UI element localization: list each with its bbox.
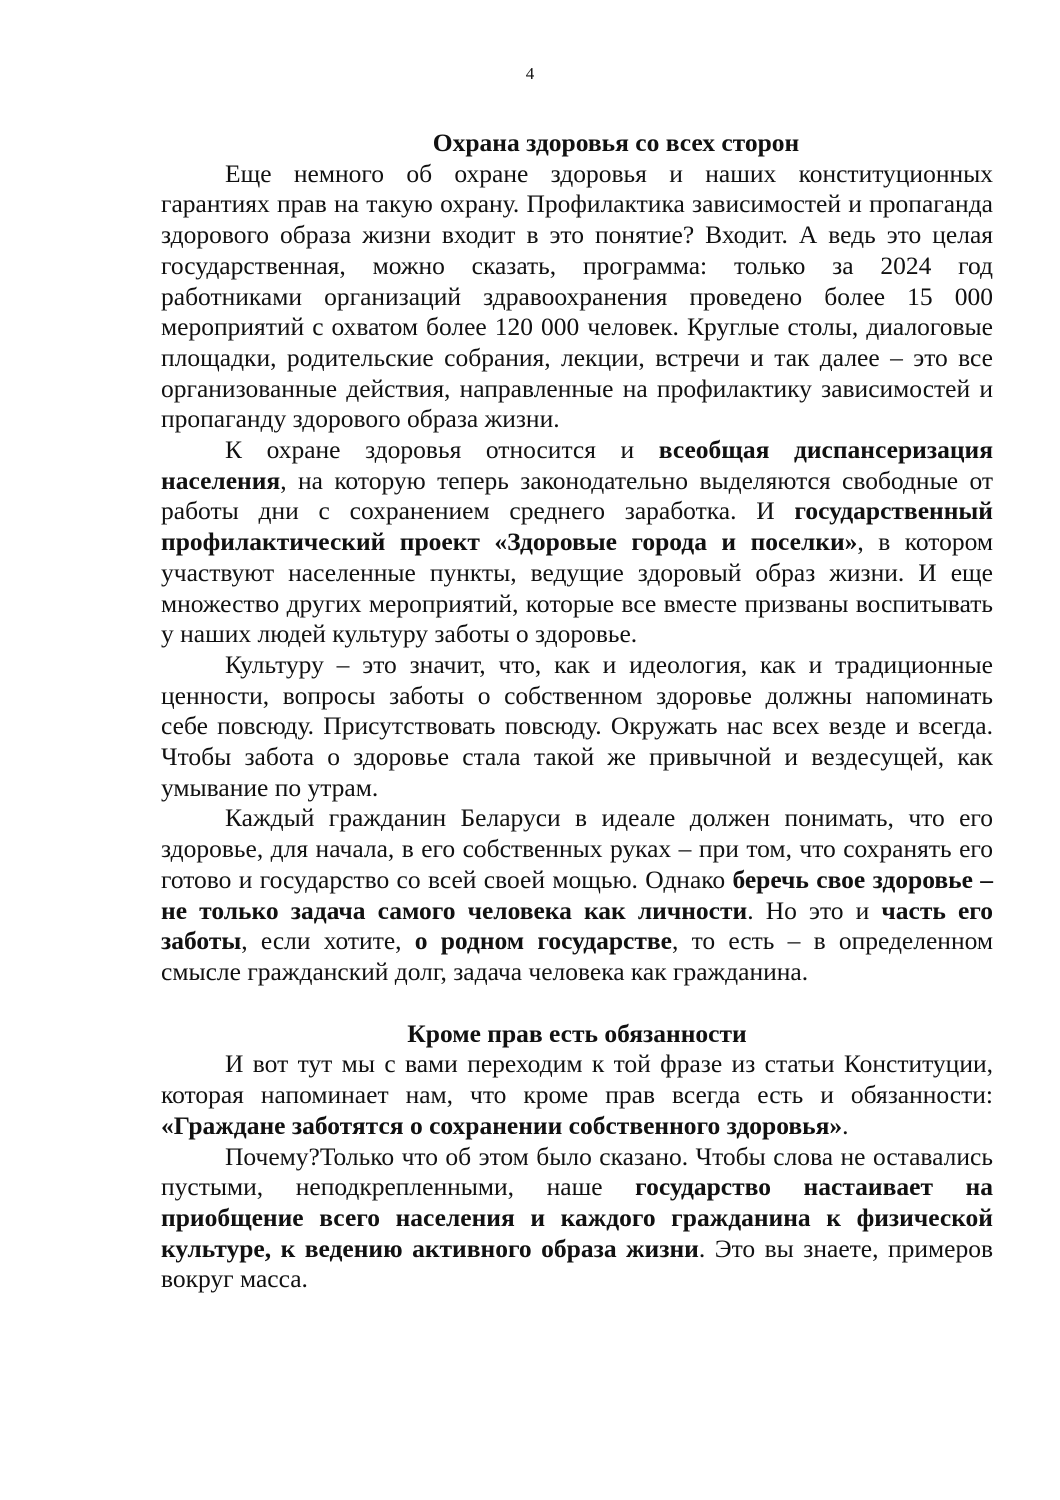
section-spacer [161,988,993,1019]
page-number: 4 [525,64,535,83]
bold-phrase: государство настаивает на приобщение всего населения и каждого гражданина к физической культуре, к ведению активного образа жизни [161,1172,993,1263]
paragraph [161,159,993,435]
paragraph-text: И вот тут мы с вами переходим к той фразе из статьи Конституции, которая напоминает нам, что кроме прав всегда есть и обязанности: [161,1049,993,1110]
paragraph-text: К охране здоровья относится и [225,435,659,465]
paragraph-text: Каждый гражданин Беларуси в идеале должен понимать, что его здоровье, для начала, в его собственных руках – при том, что сохранять его готово и государство со всей своей мощью. Однако [161,803,993,894]
paragraph-text: , в котором участвуют населенные пункты, ведущие здоровый образ жизни. И еще множество других мероприятий, которые все вместе призваны воспитывать у наших людей культуру заботы о здоровье. [161,527,993,649]
paragraph-text: Еще немного об охране здоровья и наших конституционных гарантиях прав на такую охрану. Профилактика зависимостей и пропаганда здорового образа жизни входит в это понятие? Входит. А ведь это целая государственная, можно сказать, программа: только за 2024 год работниками организаций здравоохранения проведено более 15 000 мероприятий с охватом более 120 000 человек. Круглые столы, диалоговые площадки, родительские собрания, лекции, встречи и так далее – это все организованные действия, направленные на профилактику зависимостей и пропаганду здорового образа жизни. [161,158,993,434]
paragraph [161,1049,993,1141]
paragraph-text: , если хотите, [241,926,415,956]
section-heading: Кроме прав есть обязанности [407,1018,747,1048]
paragraph-text: , то есть – в определенном смысле гражданский долг, задача человека как гражданина. [161,926,993,986]
paragraph [161,803,993,987]
bold-phrase: «Граждане заботятся о сохранении собственного здоровья» [161,1110,843,1140]
paragraph [161,1142,993,1296]
paragraph [161,650,993,804]
bold-phrase: всеобщая диспансеризация населения [161,435,993,495]
bold-phrase: государственный профилактический проект «Здоровые города и поселки» [161,496,993,557]
paragraph-text: , на которую теперь законодательно выделяются свободные от работы дни с сохранением среднего заработка. И [161,465,993,526]
paragraph-text: Почему?Только что об этом было сказано. Чтобы слова не оставались пустыми, неподкрепленными, наше [161,1141,993,1202]
document-body [161,128,993,1295]
bold-phrase: беречь свое здоровье – не только задача самого человека как личности [161,864,993,925]
bold-phrase: часть его заботы [161,895,993,956]
paragraph [161,435,993,650]
section-heading: Охрана здоровья со всех сторон [432,128,800,157]
paragraph-text: . Это вы знаете, примеров вокруг масса. [161,1233,993,1294]
paragraph-text: Культуру – это значит, что, как и идеология, как и традиционные ценности, вопросы заботы о собственном здоровье должны напоминать себе повсюду. Присутствовать повсюду. Окружать нас всех везде и всегда. Чтобы забота о здоровье стала такой же привычной и вездесущей, как умывание по утрам. [161,649,993,802]
paragraph-text: . [842,1110,849,1140]
bold-phrase: о родном государстве [414,926,672,956]
paragraph-text: . Но это и [747,895,882,925]
